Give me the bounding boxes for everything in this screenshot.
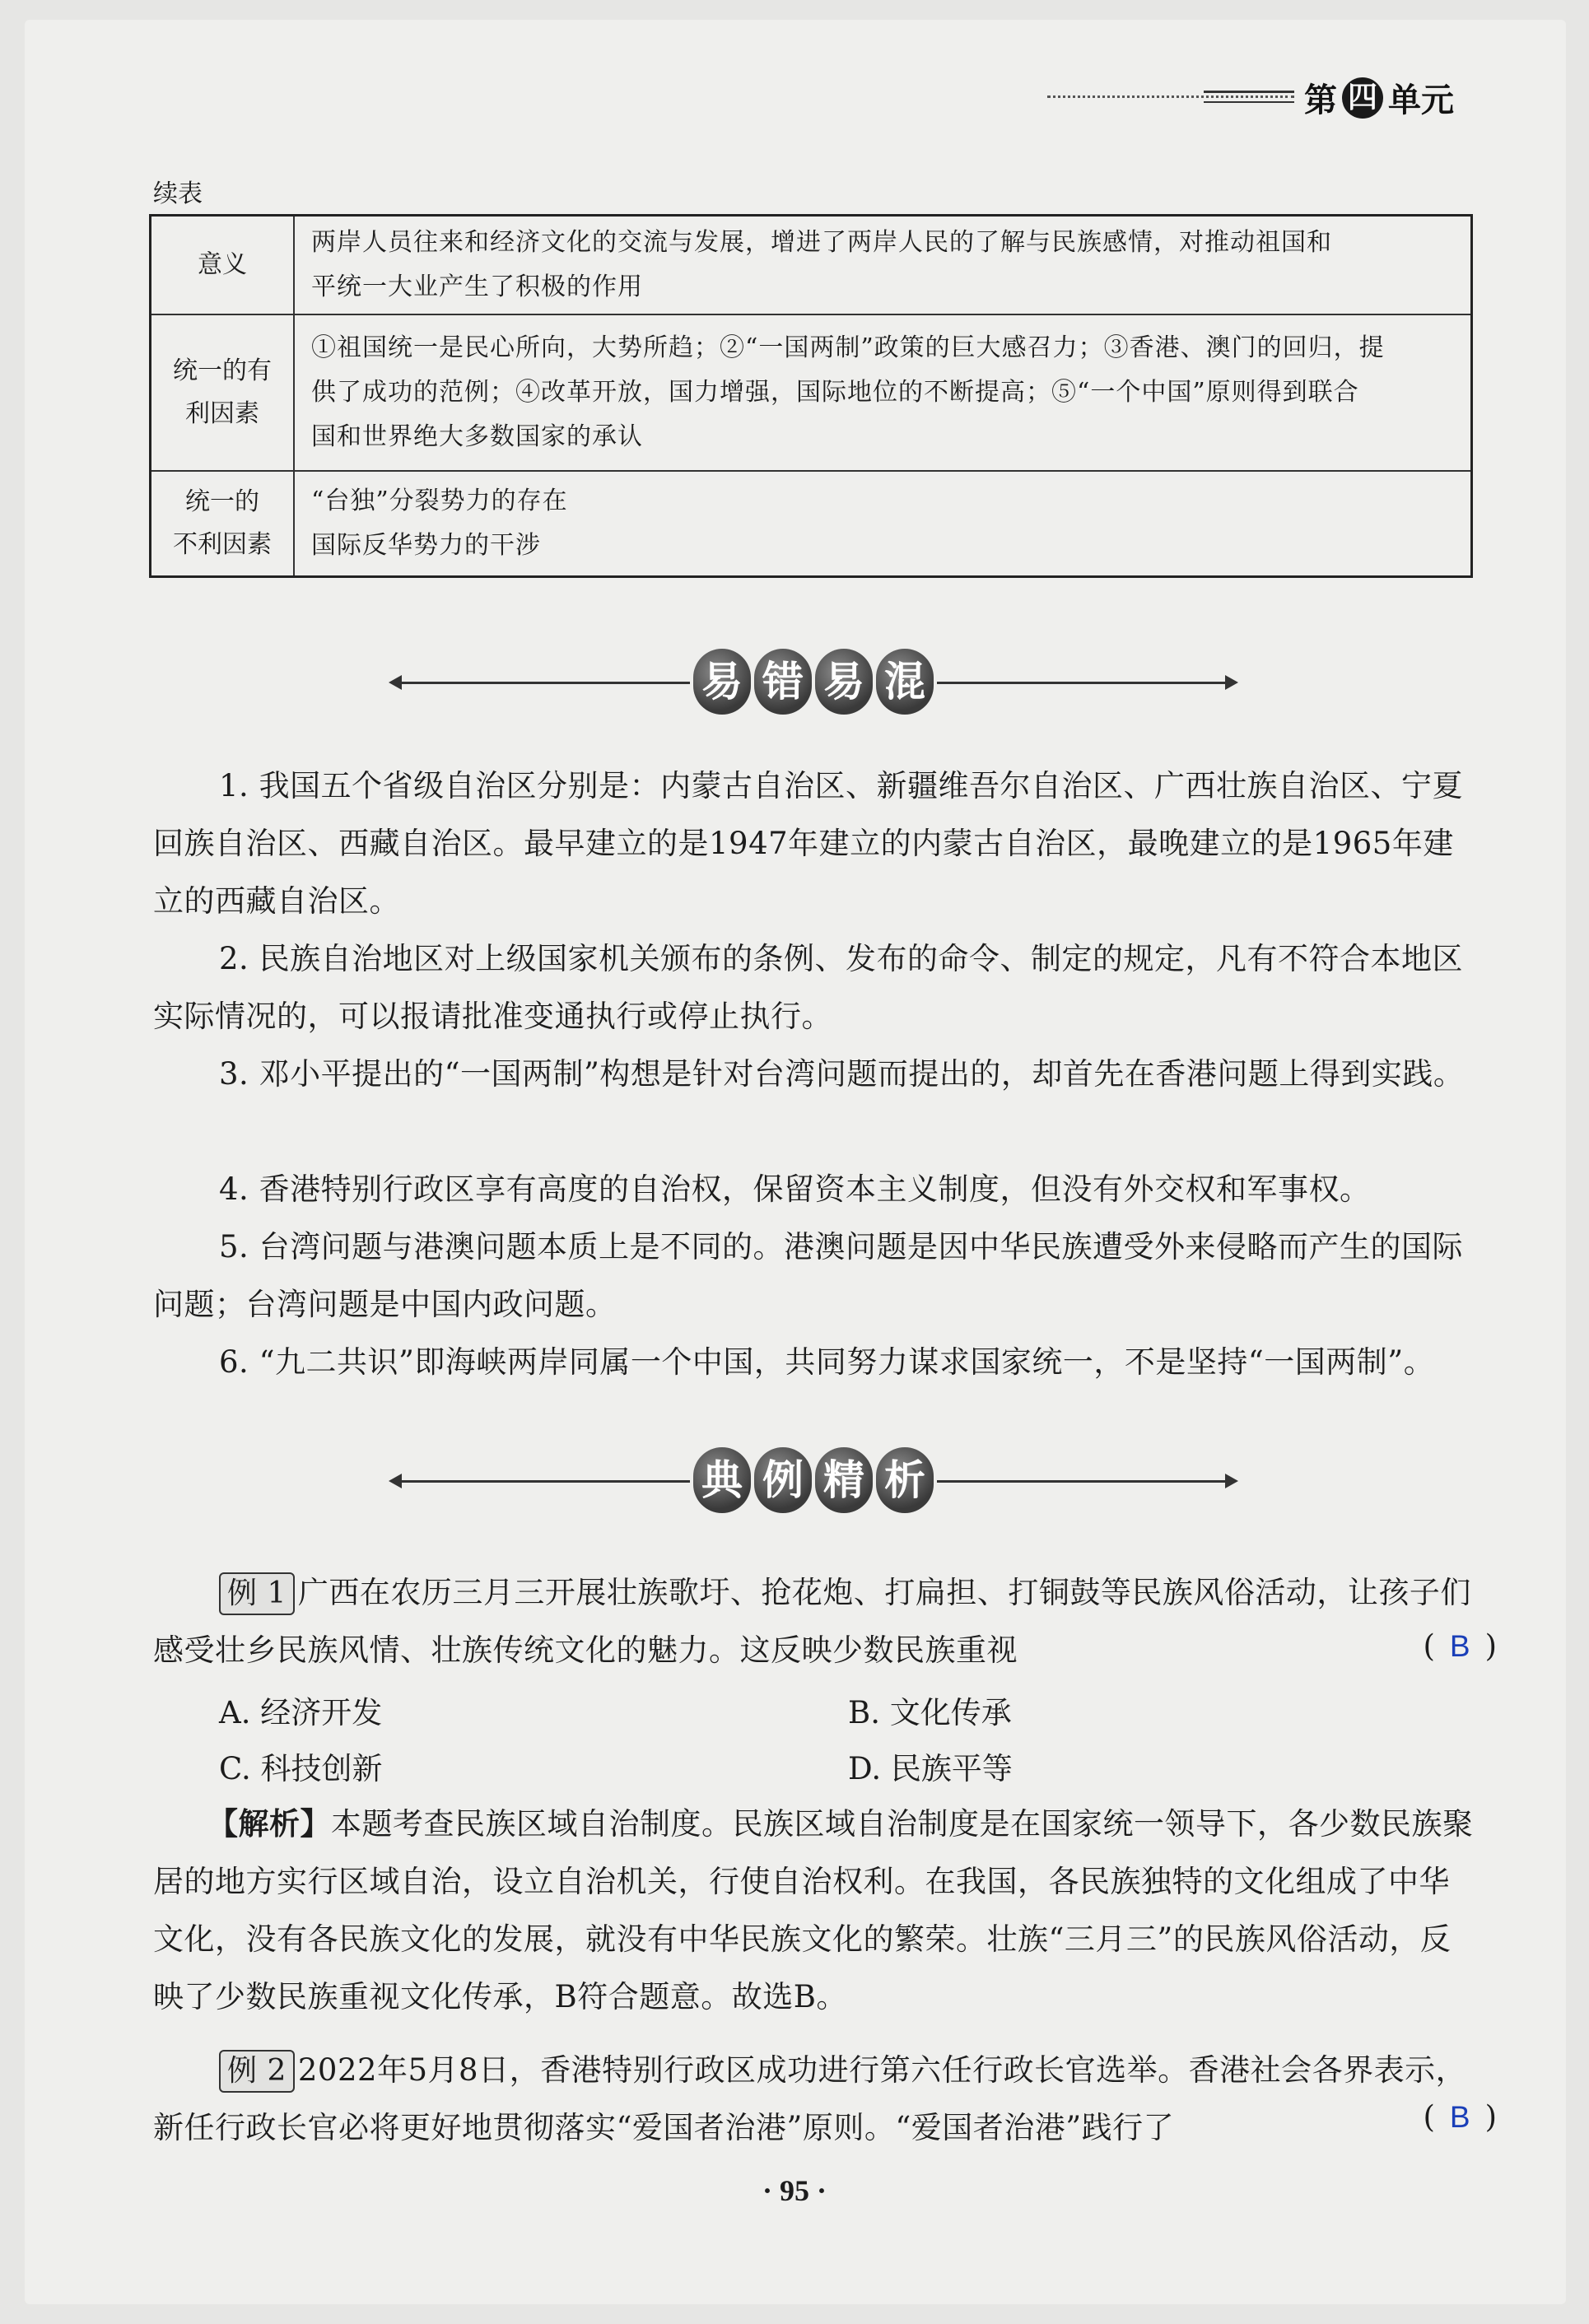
banner-left-arrow — [394, 1480, 690, 1483]
arrow-right-icon — [1225, 675, 1238, 690]
example-tag: 例 1 — [219, 1572, 295, 1615]
summary-table — [149, 214, 1473, 578]
banner-left-arrow — [394, 682, 690, 684]
option-b: B. 文化传承 — [848, 1695, 1012, 1730]
point-2 — [153, 930, 1474, 1046]
row-header-line: 统一的 — [185, 487, 259, 516]
banner-char: 易 — [693, 649, 751, 715]
example-2-stem — [153, 2042, 1474, 2157]
point-text: 5. 台湾问题与港澳问题本质上是不同的。港澳问题是因中华民族遭受外来侵略而产生的国际问题；台湾问题是中国内政问题。 — [153, 1229, 1464, 1322]
point-3 — [153, 1046, 1474, 1103]
arrow-left-icon — [389, 675, 402, 690]
example-2-answer: ( B ) — [1423, 2099, 1497, 2135]
row-line: “台独”分裂势力的存在 — [311, 487, 568, 515]
point-text: 3. 邓小平提出的“一国两制”构想是针对台湾问题而提出的，却首先在香港问题上得到实践。 — [219, 1056, 1465, 1092]
example-1-stem — [153, 1564, 1474, 1679]
point-1 — [153, 757, 1474, 930]
row-header — [151, 315, 295, 470]
point-text: 6. “九二共识”即海峡两岸同属一个中国，共同努力谋求国家统一，不是坚持“一国两制”。 — [219, 1344, 1435, 1380]
row-line: 国和世界绝大多数国家的承认 — [311, 422, 643, 451]
header-double-rule — [1204, 91, 1294, 103]
row-header-line: 利因素 — [185, 399, 259, 428]
row-line: 国际反华势力的干涉 — [311, 531, 541, 560]
section-banner-typical-examples — [394, 1441, 1233, 1523]
answer-letter: B — [1449, 2100, 1470, 2134]
example-tag: 例 2 — [219, 2050, 295, 2093]
banner-char: 错 — [754, 649, 812, 715]
row-line: 平统一大业产生了积极的作用 — [311, 272, 643, 301]
table-row-favorable-factors — [151, 315, 1470, 472]
point-text: 1. 我国五个省级自治区分别是：内蒙古自治区、新疆维吾尔自治区、广西壮族自治区、宁夏回族自治区、西藏自治区。最早建立的是1947年建立的内蒙古自治区，最晚建立的是1965年建立的西藏自治区。 — [153, 768, 1464, 919]
point-6 — [153, 1334, 1474, 1391]
analysis-text: 本题考查民族区域自治制度。民族区域自治制度是在国家统一领导下，各少数民族聚居的地方实行区域自治，设立自治机关，行使自治权利。在我国，各民族独特的文化组成了中华文化，没有各民族文化的发展，就没有中华民族文化的繁荣。壮族“三月三”的民族风俗活动，反映了少数民族重视文化传承，B符合题意。故选B。 — [153, 1806, 1474, 2014]
example-1-answer: ( B ) — [1423, 1628, 1497, 1664]
row-content — [311, 472, 1459, 575]
option-d: D. 民族平等 — [848, 1751, 1013, 1786]
banner-char: 析 — [876, 1447, 934, 1513]
point-5 — [153, 1218, 1474, 1334]
row-header-line: 统一的有 — [173, 356, 272, 385]
table-row-unfavorable-factors — [151, 472, 1470, 575]
unit-prefix: 第 — [1304, 82, 1337, 119]
unit-title — [1304, 74, 1454, 121]
unit-suffix: 单元 — [1388, 82, 1454, 119]
arrow-right-icon — [1225, 1474, 1238, 1488]
banner-char: 易 — [815, 649, 873, 715]
row-line: ①祖国统一是民心所向，大势所趋；②“一国两制”政策的巨大感召力；③香港、澳门的回归，提 — [311, 333, 1385, 362]
page-number: · 95 · — [762, 2174, 827, 2207]
example-stem-text: 2022年5月8日，香港特别行政区成功进行第六任行政长官选举。香港社会各界表示，新任行政长官必将更好地贯彻落实“爱国者治港”原则。“爱国者治港”践行了 — [153, 2052, 1467, 2145]
banner-right-arrow — [937, 1480, 1233, 1483]
row-content — [311, 217, 1459, 314]
continued-label: 续表 — [153, 179, 203, 208]
point-4 — [153, 1161, 1474, 1218]
row-line: 供了成功的范例；④改革开放，国力增强，国际地位的不断提高；⑤“一个中国”原则得到联合 — [311, 378, 1359, 407]
row-header: 意义 — [151, 217, 295, 314]
banner-right-arrow — [937, 682, 1233, 684]
row-header — [151, 472, 295, 575]
banner-title — [690, 1447, 937, 1513]
option-c: C. 科技创新 — [219, 1751, 383, 1786]
banner-char: 混 — [876, 649, 934, 715]
section-banner-common-errors — [394, 642, 1233, 724]
table-row-significance — [151, 217, 1470, 315]
row-header-line: 不利因素 — [173, 530, 272, 559]
banner-title — [690, 649, 937, 715]
example-1-analysis — [153, 1795, 1474, 2026]
banner-char: 精 — [815, 1447, 873, 1513]
banner-char: 例 — [754, 1447, 812, 1513]
point-text: 4. 香港特别行政区享有高度的自治权，保留资本主义制度，但没有外交权和军事权。 — [219, 1171, 1371, 1207]
row-line: 两岸人员往来和经济文化的交流与发展，增进了两岸人民的了解与民族感情，对推动祖国和 — [311, 228, 1332, 257]
unit-header — [1047, 74, 1475, 123]
example-stem-text: 广西在农历三月三开展壮族歌圩、抢花炮、打扁担、打铜鼓等民族风俗活动，让孩子们感受壮乡民族风情、壮族传统文化的魅力。这反映少数民族重视 — [153, 1575, 1471, 1668]
point-text: 2. 民族自治地区对上级国家机关颁布的条例、发布的命令、制定的规定，凡有不符合本地区实际情况的，可以报请批准变通执行或停止执行。 — [153, 941, 1464, 1034]
analysis-label: 【解析】 — [207, 1805, 331, 1842]
row-content — [311, 315, 1459, 470]
banner-char: 典 — [693, 1447, 751, 1513]
arrow-left-icon — [389, 1474, 402, 1488]
answer-letter: B — [1449, 1629, 1470, 1663]
unit-number-badge: 四 — [1342, 77, 1383, 119]
option-a: A. 经济开发 — [219, 1695, 383, 1730]
